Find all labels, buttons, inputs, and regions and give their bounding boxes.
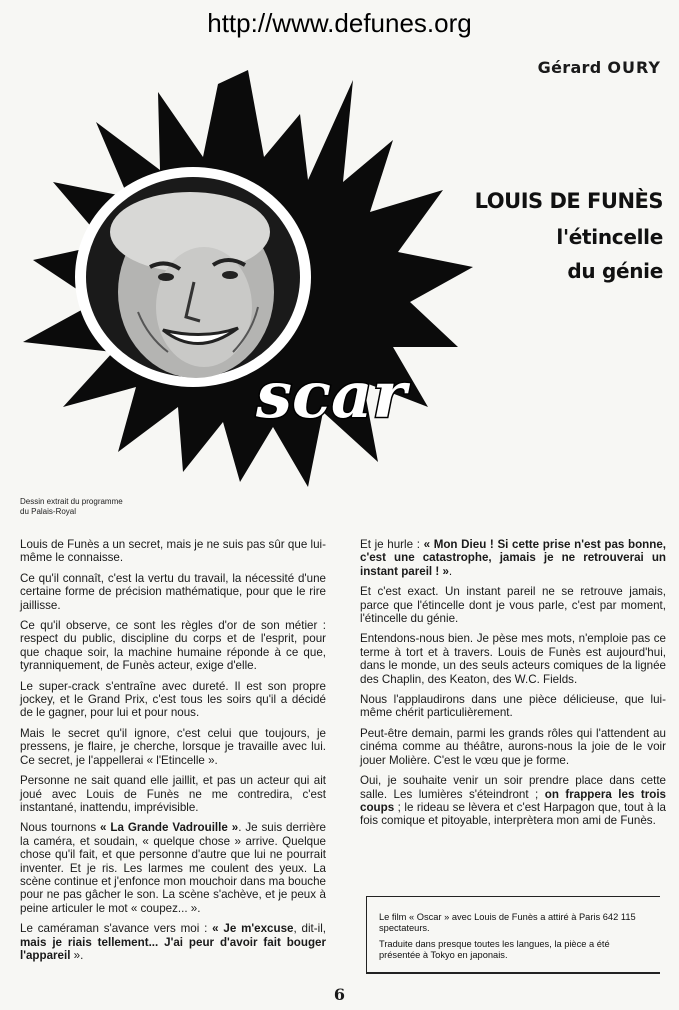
- paragraph: Et je hurle : « Mon Dieu ! Si cette prise n'est pas bonne, c'est une catastrophe, jamais je ne retrouverai un instant pareil ! ».: [360, 538, 666, 578]
- right-column: [360, 538, 666, 835]
- paragraph: Et c'est exact. Un instant pareil ne se retrouve jamais, parce que l'étincelle dont je vous parle, c'est par moment, l'étincelle du génie.: [360, 585, 666, 626]
- info-box-line: Le film « Oscar » avec Louis de Funès a attiré à Paris 642 115 spectateurs.: [379, 912, 636, 933]
- title-line-1: LOUIS DE FUNÈS: [474, 189, 663, 213]
- oscar-logo-text: scar: [256, 358, 407, 433]
- info-box-line: Traduite dans presque toutes les langues, la pièce a été présentée à Tokyo en japonais.: [379, 939, 610, 960]
- paragraph: Peut-être demain, parmi les grands rôles qui l'attendent au cinéma comme au théâtre, aurons-nous la joie de le voir jouer Molière. C'est le vœu que je forme.: [360, 726, 666, 767]
- paragraph: Le super-crack s'entraîne avec dureté. Il est son propre jockey, et le Grand Prix, c'est tous les soirs qu'il a décidé de le gagner, pour lui et pour nous.: [20, 679, 326, 720]
- oscar-starburst-illustration: [18, 62, 478, 492]
- caption-line-2: du Palais-Royal: [20, 507, 77, 516]
- title-line-3: du génie: [567, 259, 663, 283]
- page-number: 6: [333, 985, 346, 1004]
- left-column: [20, 538, 326, 969]
- info-box: [366, 896, 660, 974]
- image-caption: [20, 497, 180, 517]
- paragraph: Ce qu'il observe, ce sont les règles d'or de son métier : respect du public, discipline du corps et de l'esprit, pour que chaque soir, la machine humaine réponde à ce que, tyranniquement, de Funès acteur, exige d'elle.: [20, 619, 326, 673]
- paragraph: Ce qu'il connaît, c'est la vertu du travail, la nécessité d'une certaine forme de précision mathématique, pour que le rire jaillisse.: [20, 571, 326, 612]
- author-last-name: OURY: [607, 58, 661, 77]
- paragraph: Personne ne sait quand elle jaillit, et pas un acteur qui ait joué avec Louis de Funès ne me contredira, c'est instantané, inattendu, imprévisible.: [20, 774, 326, 814]
- title-line-2: l'étincelle: [556, 225, 663, 249]
- author-name: [538, 58, 661, 77]
- paragraph: Entendons-nous bien. Je pèse mes mots, n'emploie pas ce terme à tort et à travers. Louis de Funès est aujourd'hui, dans le monde, un des seuls acteurs comiques de la lignée des Chaplin, des Keaton, des W.C. Fields.: [360, 632, 666, 686]
- paragraph: Mais le secret qu'il ignore, c'est celui que toujours, je pressens, je flaire, je cherche, lorsque je travaille avec lui. Ce secret, je l'appellerai « l'Etincelle ».: [20, 726, 326, 767]
- paragraph: Nous tournons « La Grande Vadrouille ». Je suis derrière la caméra, et soudain, « quelque chose » arrive. Quelque chose qu'il fait, et que personne d'autre que lui ne pourrait inventer. Et je ris. Les larmes me coulent des yeux. La scène continue et j'enfonce mon mouchoir dans ma bouche pour ne pas gâcher le son. La scène s'achève, et je peux à peine articuler le mot « coupez... ».: [20, 821, 326, 915]
- caption-line-1: Dessin extrait du programme: [20, 497, 123, 506]
- paragraph: Louis de Funès a un secret, mais je ne suis pas sûr que lui-même le connaisse.: [20, 538, 326, 565]
- paragraph: Nous l'applaudirons dans une pièce délicieuse, que lui-même chérit particulièrement.: [360, 693, 666, 720]
- paragraph: Le caméraman s'avance vers moi : « Je m'excuse, dit-il, mais je riais tellement... J'ai peur d'avoir fait bouger l'appareil ».: [20, 922, 326, 962]
- site-url[interactable]: http://www.defunes.org: [207, 8, 472, 38]
- paragraph: Oui, je souhaite venir un soir prendre place dans cette salle. Les lumières s'éteindront ; on frappera les trois coups ; le rideau se lèvera et c'est Harpagon que, tout à la fois comique et pitoyable, interprètera mon ami de Funès.: [360, 774, 666, 828]
- article-title: [475, 188, 663, 288]
- author-first-name: Gérard: [537, 58, 602, 77]
